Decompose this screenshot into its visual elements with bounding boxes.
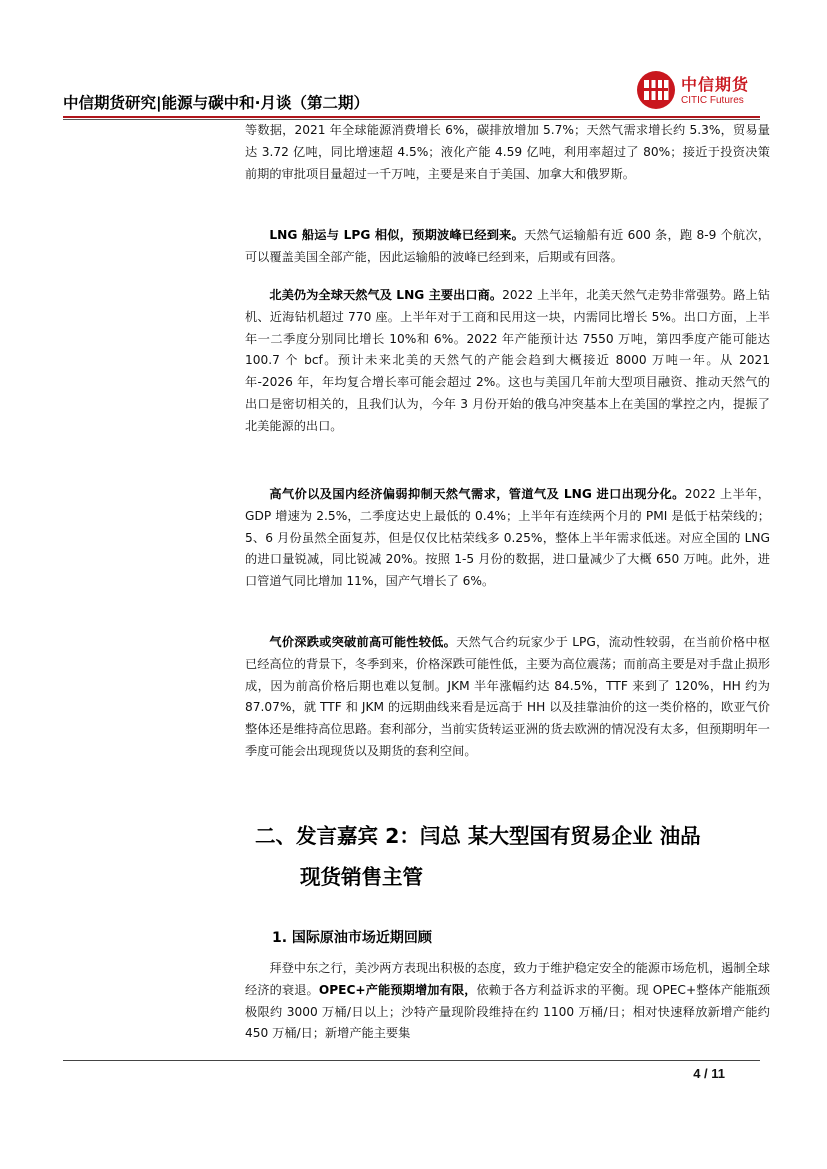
company-logo: [636, 70, 756, 114]
paragraph-gas-price-outlook: [245, 632, 770, 763]
logo-chinese-text: 中信期货: [681, 75, 750, 94]
paragraph-body: 拜登中东之行，美沙两方表现出积极的态度，致力于维护稳定安全的能源市场危机，遏制全球经济的衰退。: [245, 961, 770, 997]
paragraph-body: 天然气运输船有近 600 条，跑 8-9 个航次，可以覆盖美国全部产能，因此运输船的波峰已经到来，后期或有回落。: [245, 228, 770, 264]
header-title: 中信期货研究|能源与碳中和·月谈（第二期）: [63, 94, 370, 112]
paragraph-domestic-demand: [245, 484, 770, 593]
footer-divider: [63, 1060, 760, 1061]
section-heading-line2: 现货销售主管: [300, 865, 423, 889]
paragraph-lead: LNG 船运与 LPG 相似，预期波峰已经到来。: [269, 228, 525, 242]
paragraph-global-energy-data: 等数据，2021 年全球能源消费增长 6%，碳排放增加 5.7%；天然气需求增长约 5.3%，贸易量达 3.72 亿吨，同比增速超 4.5%；液化产能 4.59 亿吨，利用率超过了 80%；接近于投资决策前期的审批项目量超过一千万吨，主要是来自于美国、加拿大和俄罗斯。: [245, 123, 770, 181]
paragraph-lead: 高气价以及国内经济偏弱抑制天然气需求，管道气及 LNG 进口出现分化。: [269, 487, 685, 501]
paragraph-body: 依赖于各方利益诉求的平衡。现 OPEC+整体产能瓶颈极限约 3000 万桶/日以上；沙特产量现阶段维持在约 1100 万桶/日；相对快速释放新增产能约 450 万桶/日；新增产能主要集: [245, 982, 770, 1041]
paragraph-body: 天然气合约玩家少于 LPG，流动性较弱，在当前价格中枢已经高位的背景下，冬季到来，价格深跌可能性低，主要为高位震荡；而前高主要是对手盘止损形成，因为前高价格后期也难以复制。JKM 半年涨幅约达 84.5%，TTF 来到了 120%，HH 约为 87.07%，就 TTF 和 JKM 的远期曲线来看是远高于 HH 以及挂靠油价的这一类价格的，欧亚气价整体还是维持高位思路。套利部分，当前实货转运亚洲的货去欧洲的情况没有太多，但预期明年一季度可能会出现现货以及期货的套利空间。: [245, 635, 770, 758]
page-number: 4 / 11: [693, 1066, 725, 1081]
paragraph-lead: 气价深跌或突破前高可能性较低。: [269, 635, 457, 649]
section-heading-line1: 二、发言嘉宾 2：闫总 某大型国有贸易企业 油品: [255, 824, 701, 848]
logo-english-text: CITIC Futures: [681, 95, 744, 106]
subheading: 1. 国际原油市场近期回顾: [272, 930, 432, 946]
paragraph-lng-shipping: [245, 225, 770, 269]
paragraph-body: 2022 上半年，GDP 增速为 2.5%，二季度达史上最低的 0.4%；上半年有连续两个月的 PMI 是低于枯荣线的；5、6 月份虽然全面复苏，但是仅仅比枯荣线多 0.25%，整体上半年需求低迷。对应全国的 LNG 的进口量锐减，同比锐减 20%。按照 1-5 月份的数据，进口量减少了大概 650 万吨。此外，进口管道气同比增加 11%，国产气增长了 6%。: [245, 487, 770, 589]
paragraph-north-america-export: [245, 285, 770, 438]
paragraph-crude-review: [245, 958, 770, 1045]
paragraph-body: 2022 上半年，北美天然气走势非常强势。路上钻机、近海钻机超过 770 座。上半年对于工商和民用这一块，内需同比增长 5%。出口方面，上半年一二季度分别同比增长 10%和 6%。2022 年产能预计达 7550 万吨，第四季度产能可能达 100.7 个 bcf。预计未来北美的天然气的产能会趋到大概接近 8000 万吨一年。从 2021 年-2026 年，年均复合增长率可能会超过 2%。这也与美国几年前大型项目融资、推动天然气的出口是密切相关的，且我们认为，今年 3 月份开始的俄乌冲突基本上在美国的掌控之内，提振了北美能源的出口。: [245, 288, 770, 433]
paragraph-lead: OPEC+产能预期增加有限，: [318, 982, 477, 997]
citic-logo-icon: [636, 70, 676, 110]
header-divider: [63, 116, 760, 118]
paragraph-lead: 北美仍为全球天然气及 LNG 主要出口商。: [269, 288, 503, 302]
